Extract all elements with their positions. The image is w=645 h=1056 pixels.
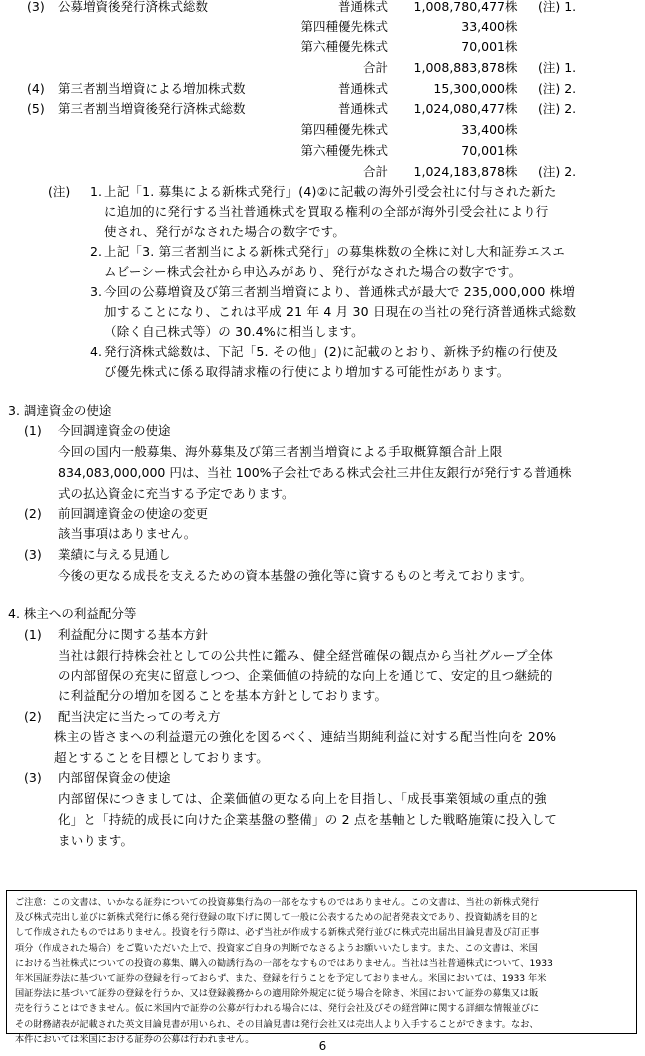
share-kind: 合計 <box>362 60 388 75</box>
paragraph-line: の内部留保の充実に留意しつつ、企業価値の持続的な向上を通じて、安定的且つ継続的 <box>58 668 553 683</box>
share-kind: 第四種優先株式 <box>300 122 388 137</box>
share-note: (注) 2. <box>538 81 577 96</box>
share-unit: 株 <box>505 39 518 54</box>
table-num: (4) <box>27 81 45 96</box>
paragraph-line: 今回の国内一般募集、海外募集及び第三者割当増資による手取概算額合計上限 <box>58 444 503 459</box>
disclaimer-line: 国証券法に基づいて証券の登録を行うか、又は登録義務からの適用除外規定に従う場合を除き、米国において証券の募集又は販 <box>15 988 539 1000</box>
note-line: に追加的に発行する当社普通株式を買取る権利の全部が海外引受会社により行 <box>104 204 549 219</box>
note-number: 3. <box>90 284 102 299</box>
section-heading: 3. 調達資金の使途 <box>8 403 112 418</box>
paragraph-line: 株主の皆さまへの利益還元の強化を図るべく、連結当期純利益に対する配当性向を 20% <box>54 729 557 744</box>
item-title: 利益配分に関する基本方針 <box>58 627 209 642</box>
item-title: 前回調達資金の使途の変更 <box>58 506 209 521</box>
item-number: (1) <box>24 423 42 438</box>
note-line: び優先株式に係る取得請求権の行使により増加する可能性があります。 <box>104 364 510 379</box>
disclaimer-box <box>6 890 637 1045</box>
note-line: ムビーシー株式会社から申込みがあり、発行がなされた場合の数字です。 <box>104 264 522 279</box>
notes-label: (注) <box>48 184 71 199</box>
disclaimer-line: 及び株式売出し並びに新株式発行に係る発行登録の取下げに関して一般に公表するための記者発表文であり、投資勧誘を目的と <box>15 912 539 924</box>
note-line: 今回の公募増資及び第三者割当増資により、普通株式が最大で 235,000,000 株増 <box>104 284 576 299</box>
item-number: (2) <box>24 709 42 724</box>
share-kind: 第六種優先株式 <box>300 39 388 54</box>
paragraph-line: 内部留保につきましては、企業価値の更なる向上を目指し、「成長事業領域の重点的強 <box>58 791 547 806</box>
share-kind: 第四種優先株式 <box>300 19 388 34</box>
disclaimer-line: その財務諸表が記載された英文目論見書が用いられ、その目論見書は発行会社又は売出人より入手することができます。なお、 <box>15 1018 539 1030</box>
share-kind: 普通株式 <box>337 81 388 96</box>
share-note: (注) 1. <box>538 0 577 14</box>
item-number: (2) <box>24 506 42 521</box>
share-unit: 株 <box>505 122 518 137</box>
note-line: 発行済株式総数は、下記「5. その他」(2)に記載のとおり、新株予約権の行使及 <box>104 344 558 359</box>
item-title: 配当決定に当たっての考え方 <box>58 709 221 724</box>
note-number: 1. <box>90 184 102 199</box>
disclaimer-line: における当社株式についての投資の募集、購入の勧誘行為の一部をなすものではありません。当社は当社普通株式について、1933 <box>15 957 553 969</box>
paragraph-line: 当社は銀行持株会社としての公共性に鑑み、健全経営確保の観点から当社グループ全体 <box>58 648 554 663</box>
note-line: 上記「3. 第三者割当による新株式発行」の募集株数の全株に対し大和証券エスエ <box>104 244 566 259</box>
share-value: 70,001 <box>461 39 505 54</box>
share-unit: 株 <box>505 0 518 14</box>
paragraph-line: に利益配分の増加を図ることを基本方針としております。 <box>58 688 388 703</box>
share-value: 1,024,183,878 <box>413 164 505 179</box>
section-heading: 4. 株主への利益配分等 <box>8 606 137 621</box>
disclaimer-line: して作成されたものではありません。投資を行う際は、必ず当社が作成する新株式発行並びに株式売出届出目論見書及び訂正事 <box>15 927 540 939</box>
disclaimer-line: 本件においては米国における証券の公募は行われません。 <box>15 1033 255 1045</box>
share-kind: 普通株式 <box>337 0 388 14</box>
note-number: 4. <box>90 344 102 359</box>
item-title: 業績に与える見通し <box>58 547 171 562</box>
item-title: 内部留保資金の使途 <box>58 770 171 785</box>
table-num: (5) <box>27 101 45 116</box>
note-line: （除く自己株式等）の 30.4%に相当します。 <box>104 324 364 339</box>
note-number: 2. <box>90 244 102 259</box>
share-unit: 株 <box>505 81 518 96</box>
share-value: 1,024,080,477 <box>413 101 505 116</box>
share-note: (注) 2. <box>538 164 577 179</box>
share-unit: 株 <box>505 143 518 158</box>
paragraph-line: 該当事項はありません。 <box>58 526 197 541</box>
disclaimer-line: ご注意：この文書は、いかなる証券についての投資募集行為の一部をなすものではありません。この文書は、当社の新株式発行 <box>15 897 540 908</box>
share-unit: 株 <box>505 101 518 116</box>
paragraph-line: 化」と「持続的成長に向けた企業基盤の整備」の 2 点を基軸とした戦略施策に投入して <box>58 812 558 827</box>
item-number: (3) <box>24 770 42 785</box>
disclaimer-line: 売を行うことはできません。仮に米国内で証券の公募が行われる場合には、発行会社及びその経営陣に関する詳細な情報並びに <box>15 1003 540 1015</box>
share-kind: 普通株式 <box>337 101 388 116</box>
share-note: (注) 1. <box>538 60 577 75</box>
share-unit: 株 <box>505 164 518 179</box>
paragraph-line: 超とすることを目標としております。 <box>54 750 269 765</box>
share-unit: 株 <box>505 19 518 34</box>
page-number: 6 <box>318 1039 327 1053</box>
share-value: 1,008,780,477 <box>413 0 505 14</box>
table-label: 第三者割当増資による増加株式数 <box>58 81 246 96</box>
share-unit: 株 <box>505 60 518 75</box>
note-line: 加することになり、これは平成 21 年 4 月 30 日現在の当社の発行済普通株式総数 <box>104 304 577 319</box>
paragraph-line: 式の払込資金に充当する予定であります。 <box>58 486 295 501</box>
table-label: 公募増資後発行済株式総数 <box>58 0 209 14</box>
share-value: 15,300,000 <box>433 81 505 96</box>
disclaimer-line: 項分（作成された場合）をご覧いただいた上で、投資家ご自身の判断でなさるようお願いいたします。また、この文書は、米国 <box>15 942 538 954</box>
paragraph-line: 今後の更なる成長を支えるための資本基盤の強化等に資するものと考えております。 <box>58 568 533 583</box>
share-kind: 第六種優先株式 <box>300 143 388 158</box>
item-title: 今回調達資金の使途 <box>58 423 171 438</box>
share-value: 1,008,883,878 <box>413 60 505 75</box>
table-num: (3) <box>27 0 45 14</box>
table-label: 第三者割当増資後発行済株式総数 <box>58 101 246 116</box>
share-kind: 合計 <box>362 164 388 179</box>
note-line: 使され、発行がなされた場合の数字です。 <box>104 224 346 239</box>
share-value: 33,400 <box>461 19 505 34</box>
disclaimer-line: 年米国証券法に基づいて証券の登録を行っておらず、また、登録を行うことを予定しておりません。米国においては、1933 年米 <box>15 973 547 985</box>
paragraph-line: 834,083,000,000 円は、当社 100%子会社である株式会社三井住友銀行が発行する普通株 <box>58 465 572 480</box>
item-number: (3) <box>24 547 42 562</box>
share-value: 70,001 <box>461 143 505 158</box>
note-line: 上記「1. 募集による新株式発行」(4)②に記載の海外引受会社に付与された新た <box>104 184 557 199</box>
share-value: 33,400 <box>461 122 505 137</box>
share-note: (注) 2. <box>538 101 577 116</box>
paragraph-line: まいります。 <box>58 833 134 848</box>
item-number: (1) <box>24 627 42 642</box>
